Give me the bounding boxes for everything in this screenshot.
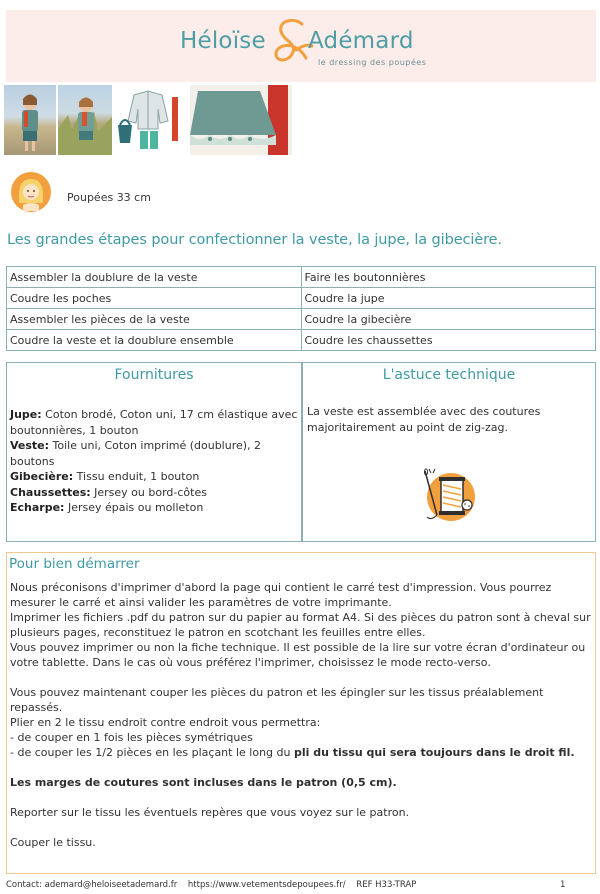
supplies-box (6, 362, 302, 542)
paragraph: Imprimer les fichiers .pdf du patron sur du papier au format A4. Si des pièces du patron sont à cheval sur plusieurs pages, reconstituez le patron en scotchant les feuilles entre elles. (10, 611, 591, 639)
supply-label: Gibecière: (10, 470, 74, 483)
supply-text: Coton brodé, Coton uni, 17 cm élastique avec boutonnières, 1 bouton (10, 408, 298, 437)
table-row (7, 309, 596, 330)
brand-tagline: le dressing des poupées (318, 58, 427, 67)
step-cell: Assembler les pièces de la veste (7, 309, 302, 330)
supply-label: Jupe: (10, 408, 42, 421)
sewing-spool-icon (421, 465, 477, 523)
supplies-list (10, 407, 298, 516)
supply-text: Tissu enduit, 1 bouton (73, 470, 200, 483)
list-item (10, 407, 298, 438)
getting-started-box (6, 552, 596, 874)
supply-label: Veste: (10, 439, 50, 452)
step-cell: Assembler la doublure de la veste (7, 267, 302, 288)
photo-doll-beach[interactable] (4, 85, 56, 155)
list-item (10, 438, 298, 469)
footer-ref: REF H33-TRAP (356, 880, 417, 890)
step-cell: Coudre la gibecière (301, 309, 596, 330)
photo-skirt-detail[interactable] (190, 85, 292, 155)
step-cell: Coudre la jupe (301, 288, 596, 309)
page-number: 1 (560, 880, 566, 890)
supply-label: Chaussettes: (10, 485, 91, 499)
getting-started-body (10, 580, 594, 850)
paragraph: Vous pouvez maintenant couper les pièces du patron et les épingler sur les tissus préalablement repassés. (10, 686, 544, 714)
list-item (10, 485, 298, 501)
table-row (7, 330, 596, 351)
list-item (10, 500, 298, 516)
page-title: Les grandes étapes pour confectionner la veste, la jupe, la gibecière. (7, 232, 503, 248)
photo-outfit-flatlay[interactable] (114, 85, 188, 155)
brand-logo[interactable] (176, 24, 436, 74)
supplies-title: Fournitures (114, 367, 194, 383)
paragraph: Vous pouvez imprimer ou non la fiche technique. Il est possible de la lire sur votre écran d'ordinateur ou votre tablette. Dans le cas où vous préférez l'imprimer, choisissez le mode recto-verso. (10, 641, 586, 669)
paragraph: - de couper en 1 fois les pièces symétriques (10, 731, 253, 744)
paragraph: Couper le tissu. (10, 836, 96, 849)
supply-label: Echarpe: (10, 501, 65, 514)
tip-title: L'astuce technique (382, 367, 516, 383)
steps-table (6, 266, 596, 351)
brand-name-left: Héloïse (180, 28, 266, 54)
tip-box (302, 362, 596, 542)
supply-text: Toile uni, Coton imprimé (doublure), 2 boutons (10, 439, 262, 468)
supply-text: Jersey ou bord-côtes (90, 485, 207, 499)
step-cell: Coudre les poches (7, 288, 302, 309)
paragraph-emphasis: Les marges de coutures sont incluses dans le patron (0,5 cm). (10, 776, 397, 789)
table-row (7, 288, 596, 309)
footer-contact[interactable]: Contact: ademard@heloiseetademard.fr (6, 880, 178, 890)
step-cell: Coudre la veste et la doublure ensemble (7, 330, 302, 351)
paragraph: Plier en 2 le tissu endroit contre endroit vous permettra: (10, 716, 321, 729)
getting-started-title: Pour bien démarrer (9, 556, 140, 572)
page-footer (6, 880, 424, 890)
step-cell: Coudre les chaussettes (301, 330, 596, 351)
paragraph: Nous préconisons d'imprimer d'abord la page qui contient le carré test d'impression. Vous pourrez mesurer le carré et ainsi valider les paramètres de votre imprimante. (10, 581, 552, 609)
footer-url[interactable]: https://www.vetementsdepoupees.fr/ (187, 880, 346, 890)
paragraph (10, 745, 594, 760)
photo-doll-dunes[interactable] (58, 85, 112, 155)
paragraph-text: - de couper les 1/2 pièces en les plaçant le long du (10, 746, 294, 759)
paragraph-emphasis: pli du tissu qui sera toujours dans le droit fil. (293, 746, 575, 759)
brand-name-right: Adémard (308, 28, 414, 54)
brand-header (6, 10, 596, 82)
tip-text: La veste est assemblée avec des coutures majoritairement au point de zig-zag. (307, 405, 541, 434)
doll-size-label: Poupées 33 cm (67, 191, 151, 204)
step-cell: Faire les boutonnières (301, 267, 596, 288)
paragraph: Reporter sur le tissu les éventuels repères que vous voyez sur le patron. (10, 806, 410, 819)
supply-text: Jersey épais ou molleton (64, 501, 204, 514)
doll-face-icon (10, 171, 52, 213)
list-item (10, 469, 298, 485)
table-row (7, 267, 596, 288)
